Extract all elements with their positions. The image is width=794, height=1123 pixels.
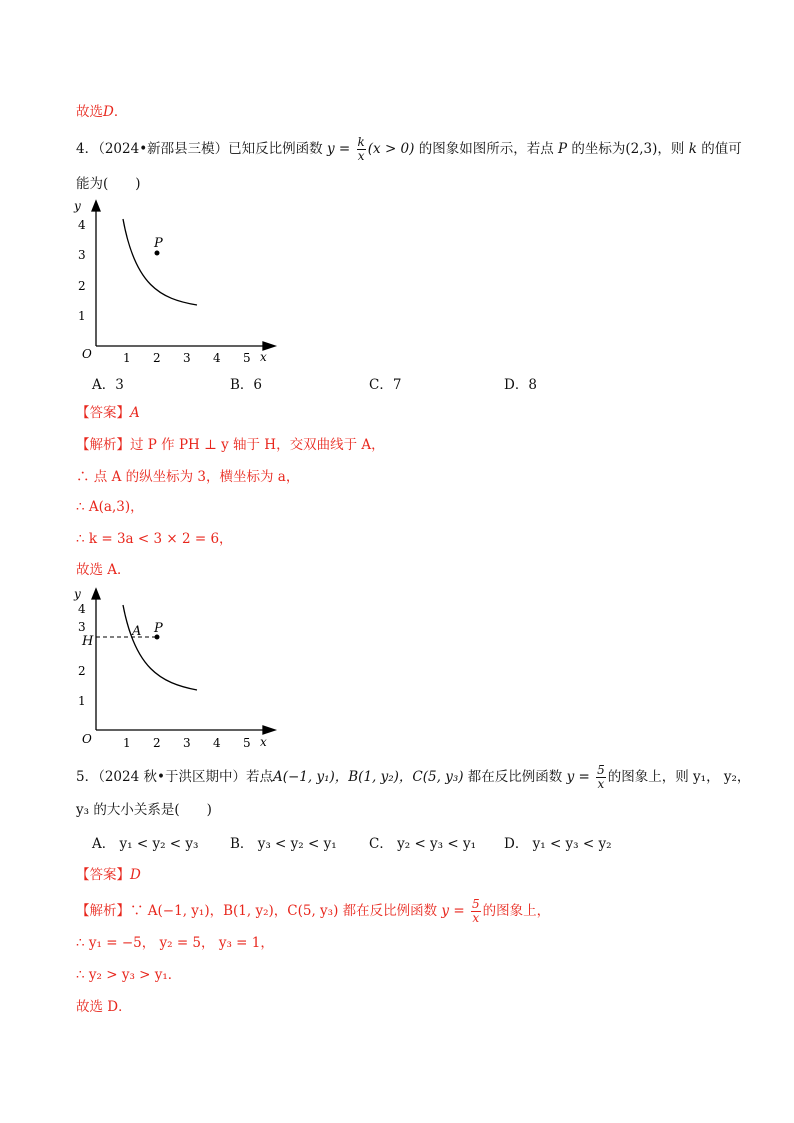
graph2-y-label: y xyxy=(74,587,81,601)
graph2-origin: O xyxy=(82,732,92,746)
graph1-xtick: 2 xyxy=(153,351,161,365)
q5-answer: 【答案】D xyxy=(76,867,141,883)
q4-answer: 【答案】A xyxy=(76,405,140,421)
q5-fraction: $\frac{5}{x}$ xyxy=(597,763,605,791)
graph2-curve xyxy=(123,605,197,690)
q5-conclusion: 故选 D． xyxy=(76,999,132,1015)
graph1-y-arrow-icon xyxy=(92,201,100,211)
graph1-xtick: 1 xyxy=(123,351,131,365)
graph2-ytick: 1 xyxy=(78,694,86,708)
q5-stem-line2: y₃ 的大小关系是( ) xyxy=(76,802,212,818)
q5-option-d[interactable]: D． y₁ < y₃ < y₂ xyxy=(504,836,612,852)
graph2-xtick: 5 xyxy=(243,736,251,750)
graph2-ytick: 2 xyxy=(78,664,86,678)
graph2-xtick: 4 xyxy=(213,736,221,750)
graph2-xtick: 1 xyxy=(123,736,131,750)
graph2-xtick: 2 xyxy=(153,736,161,750)
graph1-xtick: 5 xyxy=(243,351,251,365)
graph1-ytick: 1 xyxy=(78,309,86,323)
q5-option-a[interactable]: A． y₁ < y₂ < y₃ xyxy=(92,836,199,852)
graph1-point-p-label: P xyxy=(154,236,163,251)
graph2-ytick: 4 xyxy=(78,602,86,616)
q4-stem-line1: 4．（2024•新邵县三模）已知反比例函数 y = $\frac{k}{x}$ (x > 0) 的图象如图所示，若点 P 的坐标为(2,3)，则 k 的值可 xyxy=(76,135,742,163)
q5-analysis-3: ∴ y₂ > y₃ > y₁． xyxy=(76,967,182,983)
q4-graph xyxy=(70,195,290,365)
graph2-y-arrow-icon xyxy=(92,589,100,599)
q4-analysis-4: ∴ k = 3a < 3 × 2 = 6， xyxy=(76,531,233,547)
q4-option-a[interactable]: A．3 xyxy=(92,377,124,393)
graph1-xtick: 4 xyxy=(213,351,221,365)
q5-analysis-fraction: $\frac{5}{x}$ xyxy=(471,897,480,925)
q5-option-c[interactable]: C． y₂ < y₃ < y₁ xyxy=(369,836,477,852)
graph1-ytick: 4 xyxy=(78,218,86,232)
q4-option-d[interactable]: D．8 xyxy=(504,377,537,393)
q4-analysis-1: 【解析】过 P 作 PH ⊥ y 轴于 H，交双曲线于 A， xyxy=(76,437,385,453)
graph2-point-a-label: A xyxy=(132,624,142,639)
graph2-xtick: 3 xyxy=(183,736,191,750)
graph1-ytick: 3 xyxy=(78,248,86,262)
q4-option-c[interactable]: C．7 xyxy=(369,377,402,393)
q4-analysis-3: ∴ A(a,3)， xyxy=(76,499,144,515)
q5-analysis-2: ∴ y₁ = −5， y₂ = 5， y₃ = 1， xyxy=(76,935,274,951)
q4-solution-graph xyxy=(70,583,290,753)
graph2-ytick: 3 xyxy=(78,620,86,634)
graph1-x-arrow-icon xyxy=(263,342,275,350)
q4-option-b[interactable]: B．6 xyxy=(230,377,263,393)
previous-conclusion: 故选D． xyxy=(76,104,128,120)
graph1-xtick: 3 xyxy=(183,351,191,365)
q4-analysis-2: ∴ 点 A 的纵坐标为 3，横坐标为 a， xyxy=(76,469,300,485)
graph1-x-label: x xyxy=(260,350,267,364)
q5-stem-line1: 5．（2024 秋•于洪区期中）若点A(−1, y₁)，B(1, y₂)，C(5, y₃) 都在反比例函数 y = $\frac{5}{x}$ 的图象上，则 y₁， y₂， xyxy=(76,763,751,791)
q4-conclusion: 故选 A． xyxy=(76,562,131,578)
graph2-point-h-label: H xyxy=(82,634,94,649)
graph2-x-label: x xyxy=(260,735,267,749)
graph2-x-arrow-icon xyxy=(263,726,275,734)
graph1-y-label: y xyxy=(74,199,81,213)
q4-stem-line2: 能为( ) xyxy=(76,176,141,192)
graph1-origin: O xyxy=(82,347,92,361)
q5-analysis-1: 【解析】∵ A(−1, y₁)，B(1, y₂)，C(5, y₃) 都在反比例函数 y = $\frac{5}{x}$ 的图象上， xyxy=(76,897,551,925)
q4-fraction: $\frac{k}{x}$ xyxy=(357,135,365,163)
graph1-ytick: 2 xyxy=(78,279,86,293)
q5-option-b[interactable]: B． y₃ < y₂ < y₁ xyxy=(230,836,337,852)
graph1-curve xyxy=(123,219,197,305)
graph1-point-p xyxy=(155,251,160,256)
graph2-point-p-label: P xyxy=(154,621,163,636)
